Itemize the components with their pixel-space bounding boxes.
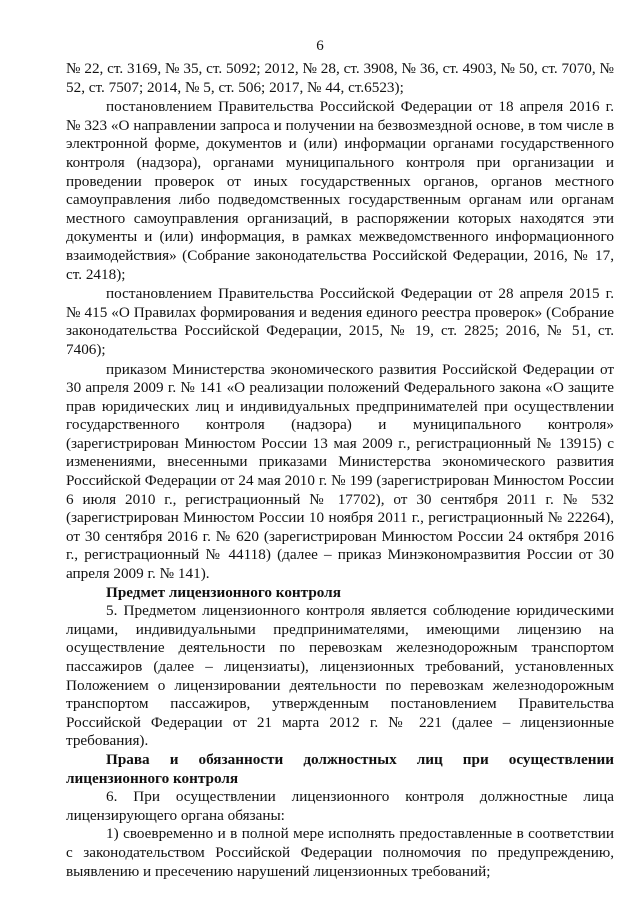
section-heading-rights: Права и обязанности должностных лиц при осуществлении лицензионного контроля	[66, 750, 614, 787]
paragraph-item-5: 5. Предметом лицензионного контроля является соблюдение юридическими лицами, индивидуальными предпринимателями, имеющими лицензию на осуществление деятельности по перевозкам железнодорожным транспортом пассажиров (далее – лицензиаты), лицензионных требований, установленных Положением о лицензировании деятельности по перевозкам железнодорожным транспортом пассажиров, утвержденным постановлением Правительства Российской Федерации от 21 марта 2012 г. № 221 (далее – лицензионные требования).	[66, 602, 614, 750]
paragraph-item-6: 6. При осуществлении лицензионного контроля должностные лица лицензирующего органа обязаны:	[66, 788, 614, 824]
paragraph-item-6-1: 1) своевременно и в полной мере исполнять предоставленные в соответствии с законодательством Российской Федерации полномочия по предупреждению, выявлению и пресечению нарушений лицензионных требований;	[66, 825, 614, 880]
document-body	[66, 60, 614, 881]
paragraph-continuation: № 22, ст. 3169, № 35, ст. 5092; 2012, № 28, ст. 3908, № 36, ст. 4903, № 50, ст. 7070, № 52, ст. 7507; 2014, № 5, ст. 506; 2017, № 44, ст.6523);	[66, 60, 614, 96]
paragraph-order-141: приказом Министерства экономического развития Российской Федерации от 30 апреля 2009 г. № 141 «О реализации положений Федерального закона «О защите прав юридических лиц и индивидуальных предпринимателей при осуществлении государственного контроля (надзора) и муниципального контроля» (зарегистрирован Минюстом России 13 мая 2009 г., регистрационный № 13915) с изменениями, внесенными приказами Министерства экономического развития Российской Федерации от 24 мая 2010 г. № 199 (зарегистрирован Минюстом России 6 июля 2010 г., регистрационный № 17702), от 30 сентября 2011 г. № 532 (зарегистрирован Минюстом России 10 ноября 2011 г., регистрационный № 22264), от 30 сентября 2016 г. № 620 (зарегистрирован Минюстом России 24 октября 2016 г., регистрационный № 44118) (далее – приказ Минэкономразвития России от 30 апреля 2009 г. № 141).	[66, 360, 614, 583]
section-heading-subject: Предмет лицензионного контроля	[106, 583, 341, 601]
page-number: 6	[316, 38, 324, 54]
paragraph-resolution-415: постановлением Правительства Российской Федерации от 28 апреля 2015 г. № 415 «О Правилах формирования и ведения единого реестра проверок» (Собрание законодательства Российской Федерации, 2015, № 19, ст. 2825; 2016, № 51, ст. 7406);	[66, 285, 614, 358]
paragraph-resolution-323: постановлением Правительства Российской Федерации от 18 апреля 2016 г. № 323 «О направлении запроса и получении на безвозмездной основе, в том числе в электронной форме, документов и (или) информации органами государственного контроля (надзора), органами муниципального контроля при организации и проведении проверок от иных государственных органов, органов местного самоуправления либо подведомственных государственным органам или органам местного самоуправления организаций, в распоряжении которых находятся эти документы и (или) информация, в рамках межведомственного информационного взаимодействия» (Собрание законодательства Российской Федерации, 2016, № 17, ст. 2418);	[66, 98, 614, 283]
